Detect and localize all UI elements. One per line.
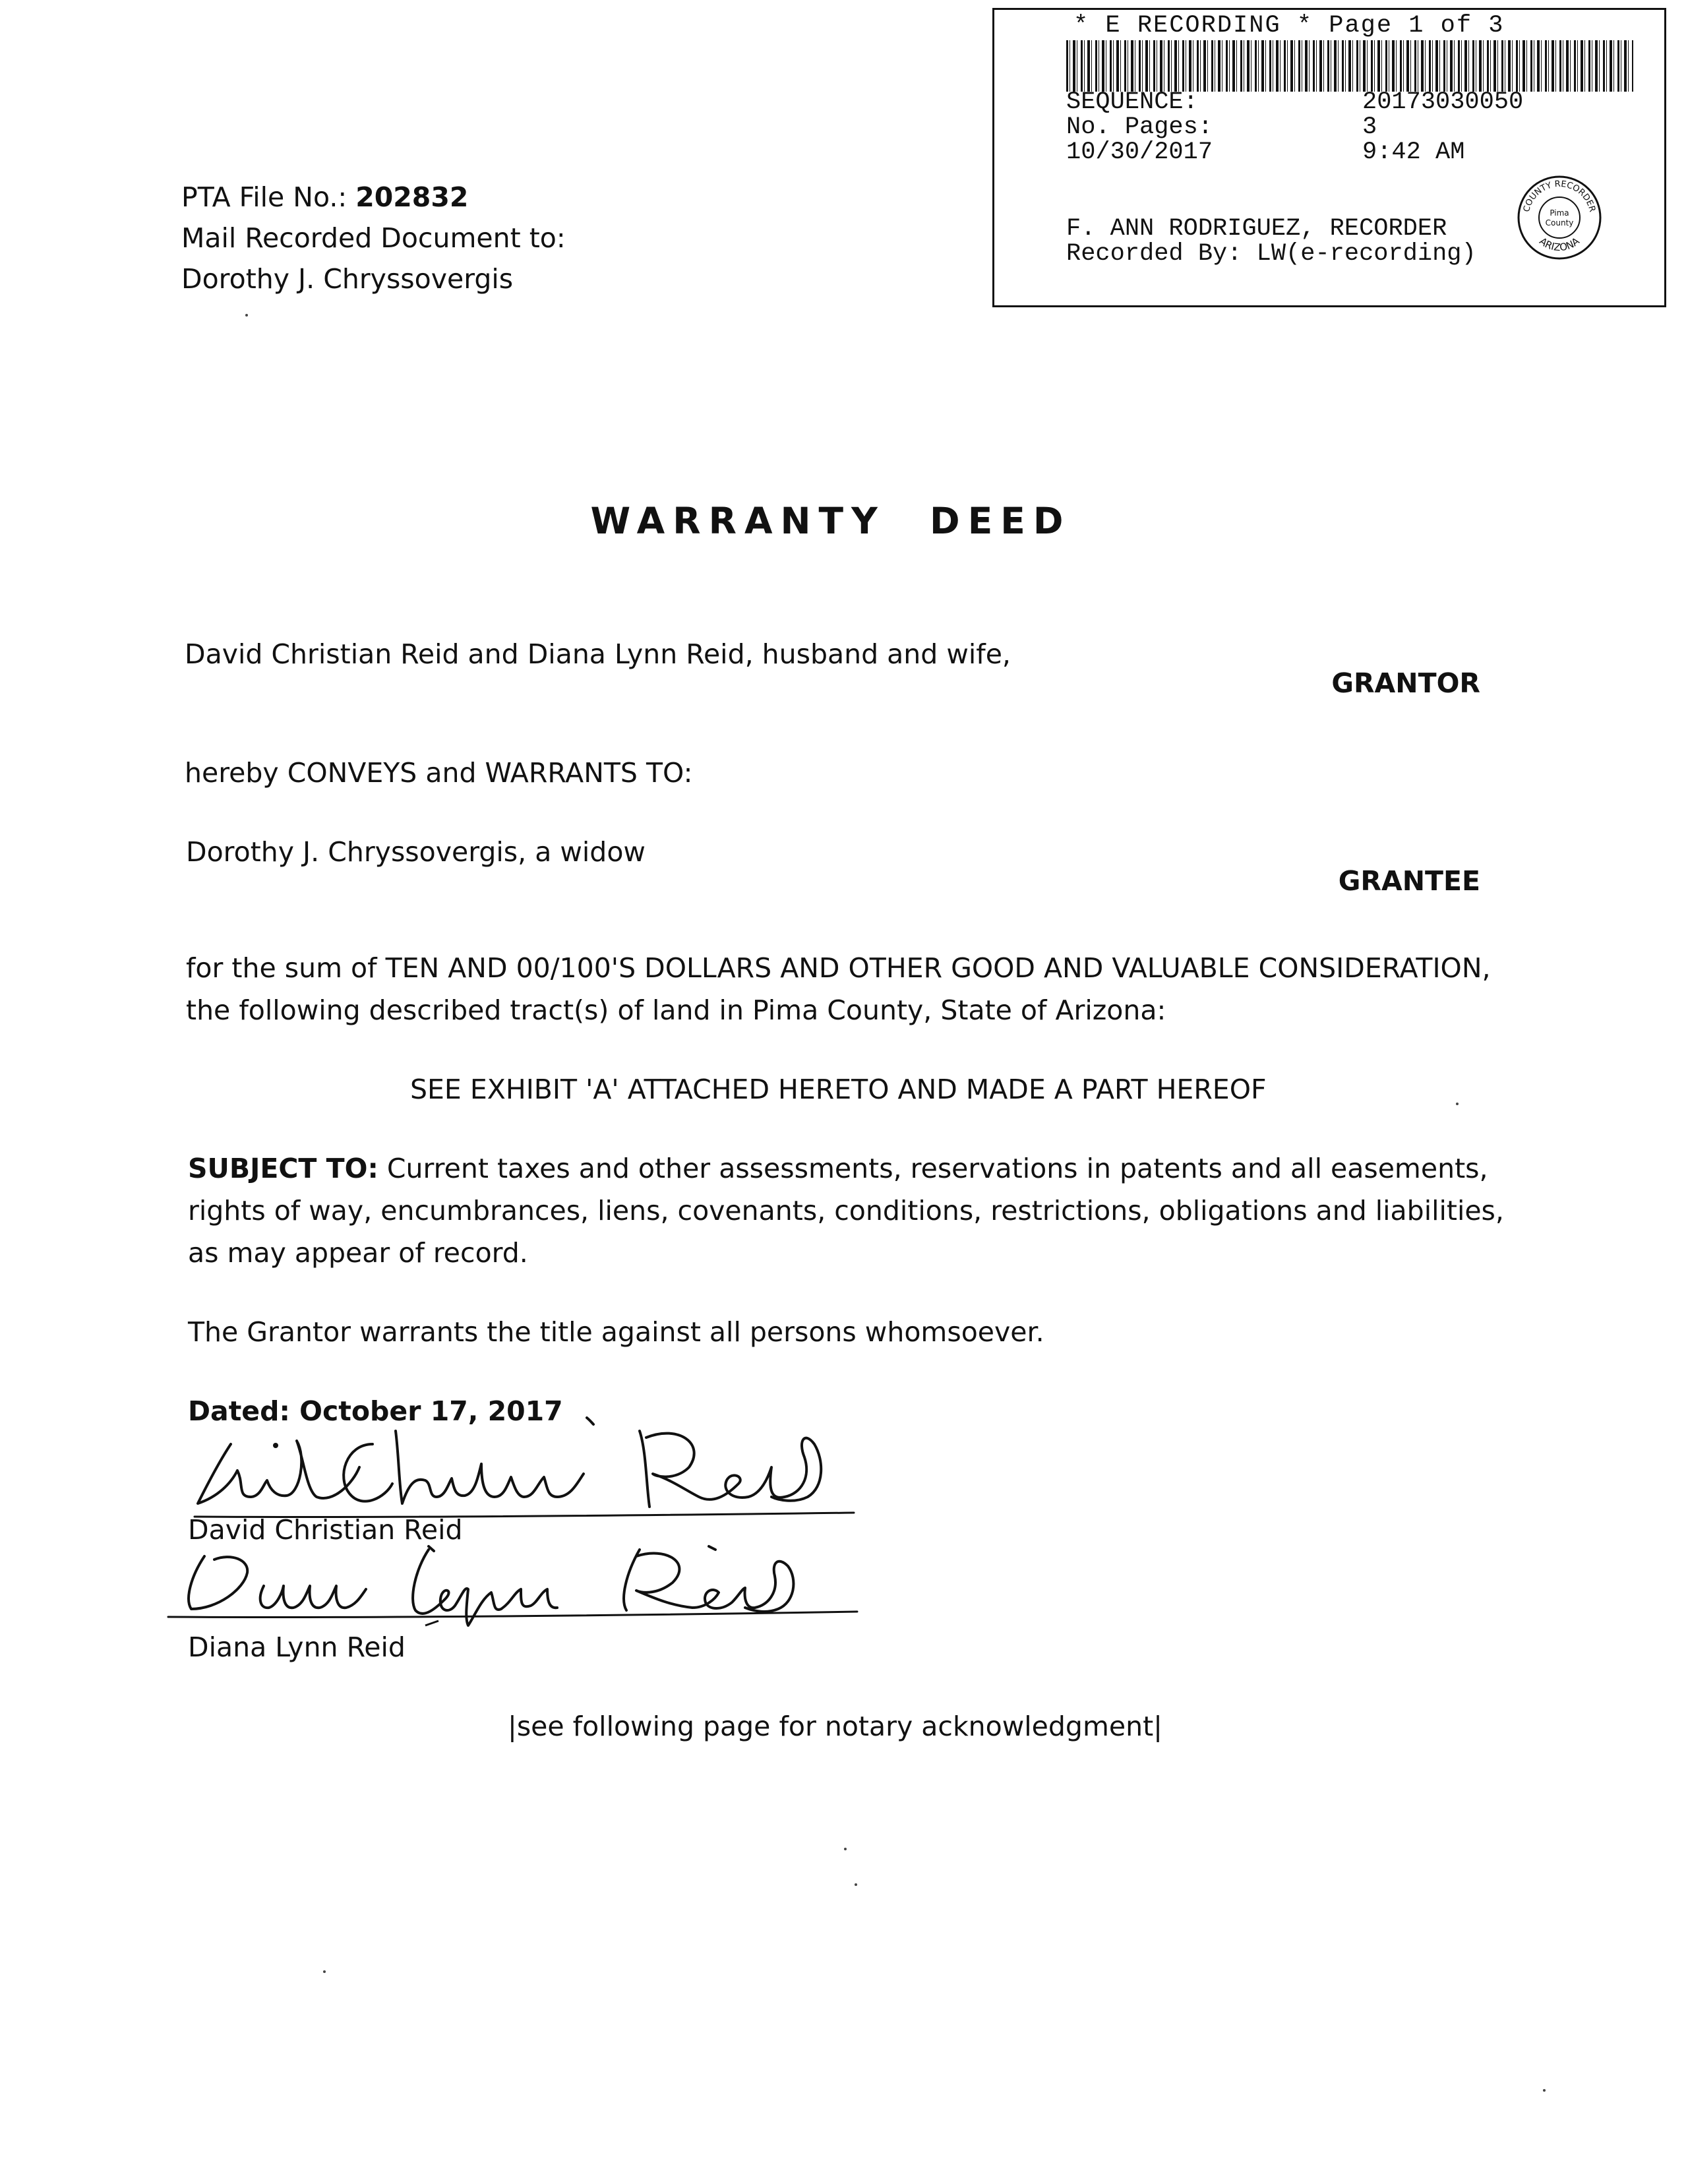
pta-file-line	[181, 178, 468, 216]
barcode	[1066, 40, 1633, 92]
scan-speck	[1543, 2089, 1546, 2092]
consideration-line-1: for the sum of TEN AND 00/100'S DOLLARS AND OTHER GOOD AND VALUABLE CONSIDERATION,	[186, 952, 1491, 984]
document-title: WARRANTY DEED	[590, 500, 1071, 542]
pages-value: 3	[1362, 113, 1377, 141]
sequence-value: 20173030050	[1362, 88, 1524, 116]
scan-speck	[855, 1883, 857, 1886]
grantee-label: GRANTEE	[1338, 865, 1480, 897]
stamp-header: * E RECORDING * Page 1 of 3	[1073, 12, 1505, 40]
conveys-line: hereby CONVEYS and WARRANTS TO:	[185, 757, 693, 789]
subject-label: SUBJECT TO:	[188, 1153, 378, 1184]
seal-top-text: COUNTY RECORDER	[1521, 179, 1598, 214]
subject-text-1: Current taxes and other assessments, reservations in patents and all easements,	[378, 1153, 1488, 1184]
scan-speck	[1456, 1103, 1459, 1105]
seal-center-2: County	[1545, 218, 1574, 228]
subject-line-3: as may appear of record.	[188, 1237, 528, 1269]
signer-1-name: David Christian Reid	[188, 1514, 463, 1546]
exhibit-line: SEE EXHIBIT 'A' ATTACHED HERETO AND MADE A PART HEREOF	[410, 1074, 1267, 1105]
dated-line: Dated: October 17, 2017	[188, 1395, 563, 1427]
grantee-names: Dorothy J. Chryssovergis, a widow	[186, 836, 646, 868]
notary-reference-note: |see following page for notary acknowledgment|	[508, 1711, 1162, 1742]
consideration-line-2: the following described tract(s) of land in Pima County, State of Arizona:	[186, 994, 1166, 1026]
signature-diana-reid	[165, 1536, 864, 1629]
recorded-by: Recorded By: LW(e-recording)	[1066, 240, 1476, 268]
recorder-name: F. ANN RODRIGUEZ, RECORDER	[1066, 215, 1447, 243]
seal-center-1: Pima	[1550, 208, 1569, 218]
signer-2-name: Diana Lynn Reid	[188, 1631, 406, 1663]
recipient-name: Dorothy J. Chryssovergis	[181, 263, 514, 295]
pta-label: PTA File No.:	[181, 181, 356, 213]
grantor-names: David Christian Reid and Diana Lynn Reid, husband and wife,	[185, 638, 1011, 670]
scan-speck	[323, 1970, 326, 1973]
mail-to-label: Mail Recorded Document to:	[181, 222, 566, 254]
recording-stamp	[992, 8, 1666, 307]
recording-time: 9:42 AM	[1362, 138, 1465, 166]
pta-number: 202832	[355, 181, 469, 213]
subject-line-2: rights of way, encumbrances, liens, covenants, conditions, restrictions, obligations and liabilities,	[188, 1195, 1504, 1227]
recording-date: 10/30/2017	[1066, 138, 1213, 166]
grantor-label: GRANTOR	[1331, 667, 1480, 699]
pages-label: No. Pages:	[1066, 113, 1213, 141]
scan-speck	[844, 1848, 847, 1850]
subject-line-1	[188, 1147, 1488, 1190]
scan-speck	[245, 314, 248, 317]
sequence-label: SEQUENCE:	[1066, 88, 1198, 116]
seal-bottom-text: ARIZONA	[1537, 235, 1582, 254]
county-seal-icon	[1515, 173, 1604, 262]
warranty-statement: The Grantor warrants the title against all persons whomsoever.	[188, 1316, 1044, 1348]
